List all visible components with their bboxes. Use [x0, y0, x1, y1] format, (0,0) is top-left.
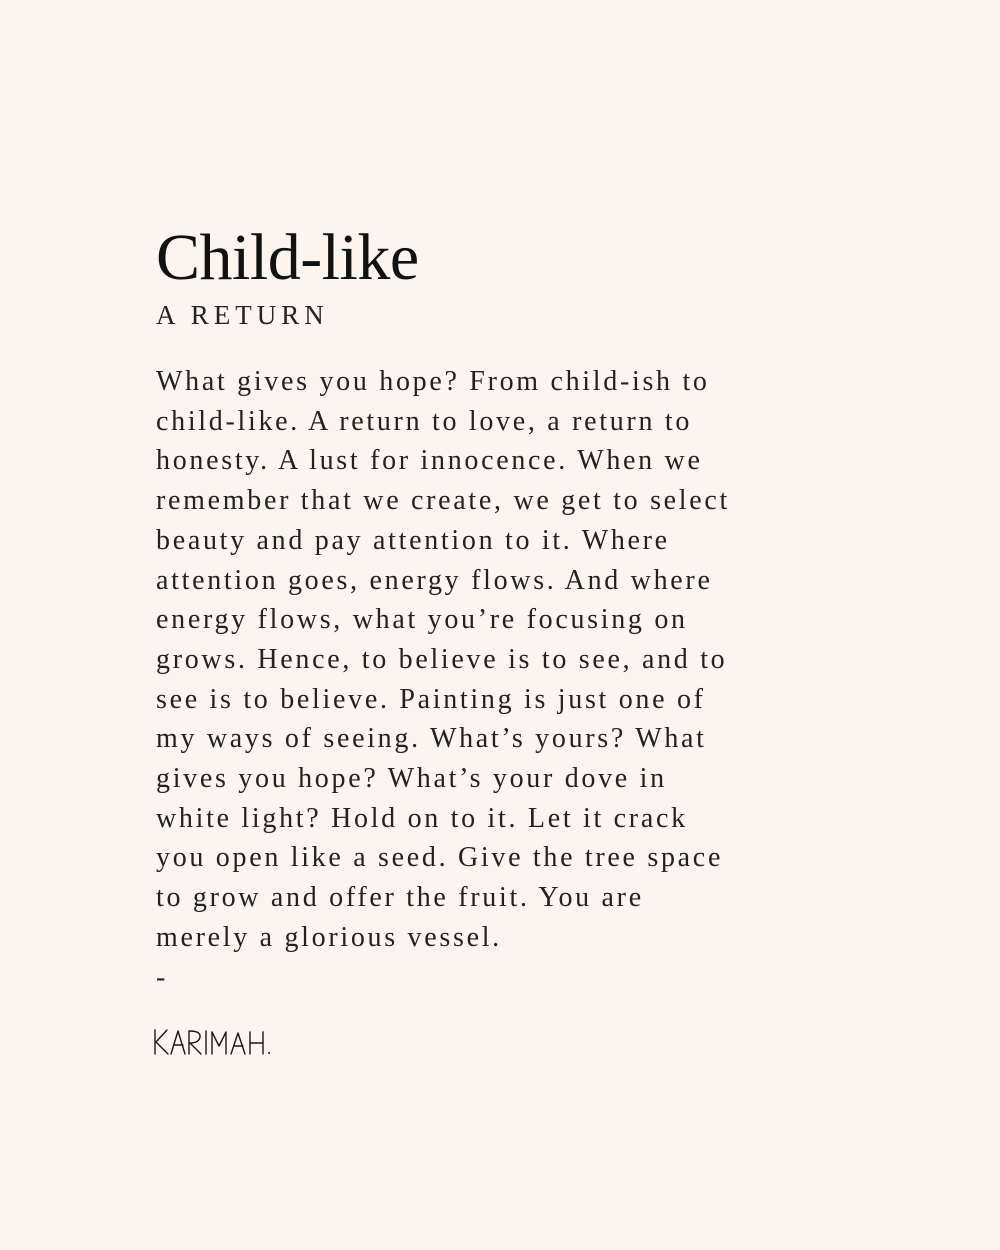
document-page — [156, 222, 916, 1058]
signature — [153, 1026, 293, 1058]
body-line: child-like. A return to love, a return to — [156, 405, 693, 437]
body-line: honesty. A lust for innocence. When we — [156, 445, 703, 477]
body-line: gives you hope? What’s your dove in — [156, 763, 667, 795]
body-line: you open like a seed. Give the tree space — [156, 842, 724, 874]
body-line: merely a glorious vessel. — [156, 921, 502, 953]
page-subtitle: A RETURN — [156, 300, 329, 330]
separator-dash: - — [156, 961, 166, 993]
body-line: my ways of seeing. What’s yours? What — [156, 723, 707, 755]
body-paragraph — [156, 362, 916, 958]
signature-handwriting — [153, 1026, 293, 1058]
page-title: Child-like — [156, 221, 419, 294]
body-line: What gives you hope? From child-ish to — [156, 366, 710, 397]
body-line: attention goes, energy flows. And where — [156, 564, 713, 596]
body-line: remember that we create, we get to select — [156, 485, 731, 517]
body-line: beauty and pay attention to it. Where — [156, 524, 670, 556]
body-line: white light? Hold on to it. Let it crack — [156, 802, 688, 834]
body-line: grows. Hence, to believe is to see, and to — [156, 643, 728, 675]
body-line: see is to believe. Painting is just one of — [156, 683, 706, 715]
body-line: to grow and offer the fruit. You are — [156, 882, 644, 914]
body-line: energy flows, what you’re focusing on — [156, 604, 688, 636]
